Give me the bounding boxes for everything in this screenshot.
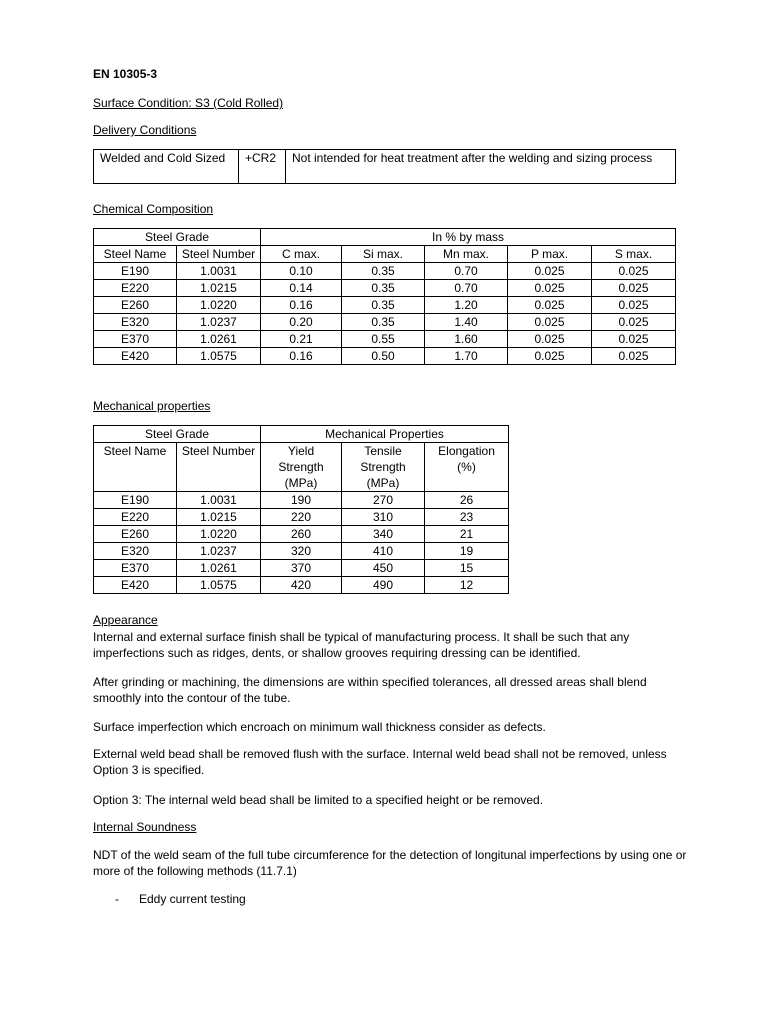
col-header: P max.	[508, 246, 592, 263]
table-cell: 0.35	[342, 263, 425, 280]
table-cell: 370	[261, 560, 342, 577]
table-cell: 1.0237	[177, 314, 261, 331]
table-cell: 1.40	[425, 314, 508, 331]
table-cell: 26	[425, 492, 509, 509]
table-cell: 0.025	[592, 331, 676, 348]
table-cell: E320	[94, 314, 177, 331]
table-cell: 0.025	[508, 280, 592, 297]
col-header: Si max.	[342, 246, 425, 263]
table-cell: 1.60	[425, 331, 508, 348]
appearance-paragraph-3: Surface imperfection which encroach on minimum wall thickness consider as defects.	[93, 720, 546, 734]
delivery-process: Welded and Cold Sized	[94, 150, 239, 184]
table-row	[94, 297, 676, 314]
chemical-heading: Chemical Composition	[93, 202, 214, 216]
col-header: S max.	[592, 246, 676, 263]
mech-group-steel-grade: Steel Grade	[94, 426, 261, 443]
table-cell: 0.35	[342, 280, 425, 297]
table-cell: 0.10	[261, 263, 342, 280]
table-cell: E420	[94, 348, 177, 365]
col-header: C max.	[261, 246, 342, 263]
table-cell: 0.16	[261, 348, 342, 365]
table-cell: 0.025	[508, 348, 592, 365]
table-cell: 1.0261	[177, 331, 261, 348]
table-cell: E260	[94, 526, 177, 543]
table-cell: 0.025	[508, 331, 592, 348]
col-header: Steel Name	[94, 443, 177, 492]
table-cell: 0.50	[342, 348, 425, 365]
table-cell: 23	[425, 509, 509, 526]
table-cell: 0.025	[592, 297, 676, 314]
table-cell: 0.025	[592, 348, 676, 365]
table-cell: 220	[261, 509, 342, 526]
table-cell: 190	[261, 492, 342, 509]
table-cell: 0.70	[425, 280, 508, 297]
table-cell: 260	[261, 526, 342, 543]
table-cell: 15	[425, 560, 509, 577]
table-row	[94, 492, 509, 509]
table-cell: 0.16	[261, 297, 342, 314]
table-cell: 1.0031	[177, 263, 261, 280]
col-header: Mn max.	[425, 246, 508, 263]
soundness-heading: Internal Soundness	[93, 820, 197, 834]
table-cell: 0.025	[592, 280, 676, 297]
table-cell: 1.0220	[177, 526, 261, 543]
chemical-table	[93, 228, 676, 365]
table-cell: E420	[94, 577, 177, 594]
table-cell: 1.0575	[177, 577, 261, 594]
table-cell: 270	[342, 492, 425, 509]
table-header-group-row	[94, 229, 676, 246]
table-row	[94, 526, 509, 543]
document-title: EN 10305-3	[93, 67, 158, 81]
table-cell: 0.35	[342, 314, 425, 331]
table-cell: E260	[94, 297, 177, 314]
soundness-paragraph: NDT of the weld seam of the full tube circumference for the detection of longitunal imperfections by using one or more of the following methods (11.7.1)	[93, 848, 687, 878]
col-header: Steel Number	[177, 443, 261, 492]
table-cell: E370	[94, 331, 177, 348]
appearance-paragraph-4: External weld bead shall be removed flush with the surface. Internal weld bead shall not be removed, unless Option 3 is specified.	[93, 747, 667, 777]
table-cell: E190	[94, 263, 177, 280]
table-header-row	[94, 443, 509, 492]
col-header: Steel Name	[94, 246, 177, 263]
table-cell: 320	[261, 543, 342, 560]
table-row	[94, 331, 676, 348]
table-cell: 19	[425, 543, 509, 560]
delivery-description: Not intended for heat treatment after the welding and sizing process	[286, 150, 676, 184]
table-cell: E190	[94, 492, 177, 509]
table-cell: 0.025	[508, 263, 592, 280]
table-cell: 0.025	[592, 263, 676, 280]
appearance-paragraph-5: Option 3: The internal weld bead shall be limited to a specified height or be removed.	[93, 793, 544, 807]
mechanical-heading: Mechanical properties	[93, 399, 211, 413]
delivery-table	[93, 149, 676, 184]
table-row	[94, 280, 676, 297]
table-cell: 0.025	[508, 297, 592, 314]
chem-group-mass: In % by mass	[261, 229, 676, 246]
table-cell: 420	[261, 577, 342, 594]
table-cell: 0.14	[261, 280, 342, 297]
bullet-marker: -	[115, 892, 119, 906]
table-row	[94, 314, 676, 331]
table-cell: 12	[425, 577, 509, 594]
table-row	[94, 509, 509, 526]
delivery-heading: Delivery Conditions	[93, 123, 197, 137]
col-header: Yield Strength (MPa)	[261, 443, 342, 492]
table-cell: 0.70	[425, 263, 508, 280]
table-header-row	[94, 246, 676, 263]
table-row	[94, 263, 676, 280]
chem-group-steel-grade: Steel Grade	[94, 229, 261, 246]
table-cell: 0.20	[261, 314, 342, 331]
table-cell: 1.0237	[177, 543, 261, 560]
bullet-item: Eddy current testing	[139, 892, 246, 906]
table-row	[94, 150, 676, 184]
table-cell: 340	[342, 526, 425, 543]
mech-group-properties: Mechanical Properties	[261, 426, 509, 443]
appearance-paragraph-1: Internal and external surface finish shall be typical of manufacturing process. It shall be such that any imperfections such as ridges, dents, or shallow grooves requiring dressing can be identified.	[93, 630, 630, 660]
table-cell: 1.0215	[177, 280, 261, 297]
delivery-code: +CR2	[239, 150, 286, 184]
table-cell: 0.025	[592, 314, 676, 331]
col-header: Tensile Strength (MPa)	[342, 443, 425, 492]
table-cell: E220	[94, 280, 177, 297]
table-cell: 21	[425, 526, 509, 543]
table-row	[94, 543, 509, 560]
table-cell: 450	[342, 560, 425, 577]
col-header: Elongation (%)	[425, 443, 509, 492]
table-cell: 1.0575	[177, 348, 261, 365]
table-cell: E220	[94, 509, 177, 526]
surface-condition: Surface Condition: S3 (Cold Rolled)	[93, 96, 284, 110]
table-cell: 1.0031	[177, 492, 261, 509]
table-cell: 310	[342, 509, 425, 526]
table-cell: 410	[342, 543, 425, 560]
table-cell: 0.55	[342, 331, 425, 348]
table-cell: 490	[342, 577, 425, 594]
table-cell: 0.35	[342, 297, 425, 314]
table-cell: 1.70	[425, 348, 508, 365]
table-cell: 1.0220	[177, 297, 261, 314]
table-row	[94, 560, 509, 577]
table-cell: 0.21	[261, 331, 342, 348]
appearance-paragraph-2: After grinding or machining, the dimensions are within specified tolerances, all dressed areas shall blend smoothly into the contour of the tube.	[93, 675, 647, 705]
appearance-heading: Appearance	[93, 613, 158, 627]
table-cell: 1.20	[425, 297, 508, 314]
col-header: Steel Number	[177, 246, 261, 263]
table-cell: 0.025	[508, 314, 592, 331]
table-cell: E370	[94, 560, 177, 577]
table-row	[94, 348, 676, 365]
table-cell: 1.0261	[177, 560, 261, 577]
table-cell: E320	[94, 543, 177, 560]
mechanical-table	[93, 425, 509, 594]
table-cell: 1.0215	[177, 509, 261, 526]
table-row	[94, 577, 509, 594]
table-header-group-row	[94, 426, 509, 443]
